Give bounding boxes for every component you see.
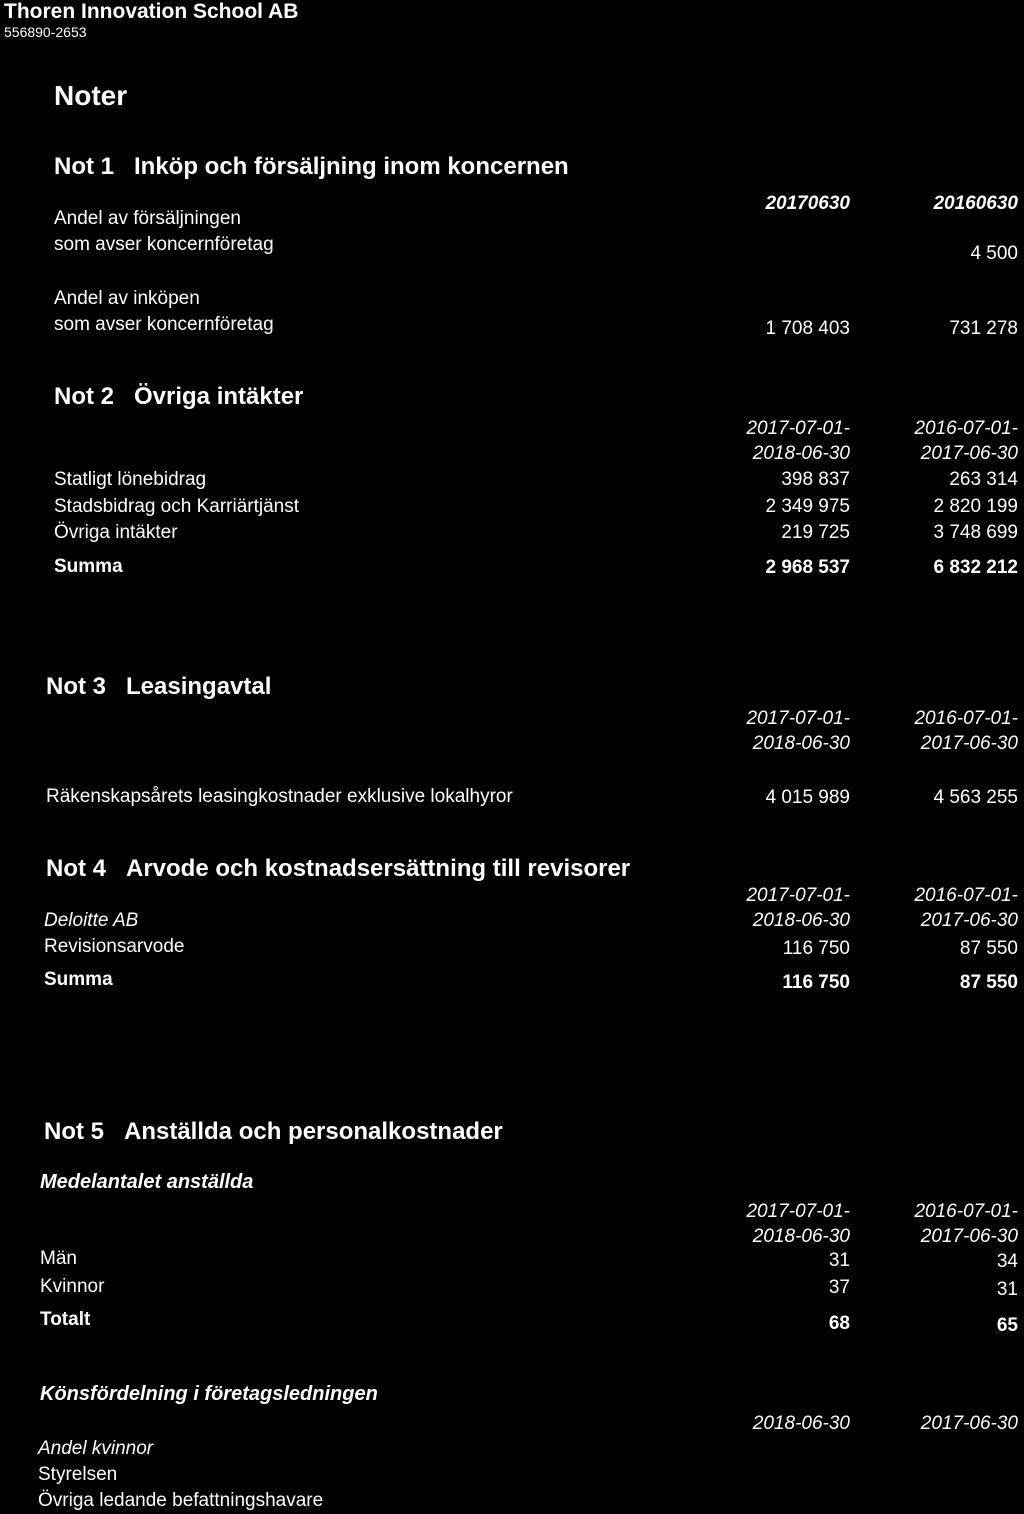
note-2-row-label: Stadsbidrag och Karriärtjänst [54, 496, 300, 517]
note-5-heading [44, 1118, 503, 1146]
note-1-title: Inköp och försäljning inom koncernen [134, 153, 569, 180]
note-1-number: Not 1 [54, 153, 114, 180]
note-2-col1-header-b: 2018-06-30 [752, 443, 850, 464]
note-4-sum-label: Summa [44, 969, 113, 990]
section-title: Noter [54, 80, 128, 111]
note-2-row-value-1: 219 725 [781, 522, 850, 543]
note-4-auditor: Deloitte AB [44, 910, 139, 931]
note-2-row-value-2: 263 314 [949, 469, 1018, 490]
note-2-row-value-2: 3 748 699 [933, 522, 1018, 543]
note-2-col2-header-b: 2017-06-30 [920, 443, 1018, 464]
note-5-col2-header-b: 2017-06-30 [920, 1226, 1018, 1247]
note-5-date-1: 2018-06-30 [752, 1413, 850, 1434]
note-5-row-value-1: 31 [828, 1250, 850, 1271]
note-4-col2-header-a: 2016-07-01- [914, 885, 1018, 906]
note-4-row-value-2: 87 550 [959, 938, 1018, 959]
note-2-row-value-1: 2 349 975 [765, 496, 850, 517]
note-5-board: Styrelsen [38, 1464, 118, 1485]
note-3-title: Leasingavtal [126, 673, 272, 700]
note-5-total-value-1: 68 [828, 1313, 850, 1334]
note-5-number: Not 5 [44, 1118, 104, 1145]
note-5-total-label: Totalt [40, 1309, 91, 1330]
note-5-title: Anställda och personalkostnader [124, 1118, 503, 1145]
note-1-row2-value-2: 731 278 [949, 318, 1018, 339]
note-2-heading [54, 383, 303, 411]
note-4-col2-header-b: 2017-06-30 [920, 910, 1018, 931]
note-5-subheading-gender: Könsfördelning i företagsledningen [40, 1383, 378, 1405]
note-5-share-women: Andel kvinnor [38, 1438, 154, 1459]
note-1-row1-label-a: Andel av försäljningen [54, 208, 241, 229]
note-4-sum-value-1: 116 750 [782, 972, 850, 993]
note-1-row1-value-2: 4 500 [970, 243, 1018, 264]
note-2-sum-label: Summa [54, 556, 123, 577]
note-2-col2-header-a: 2016-07-01- [914, 418, 1018, 439]
note-2-col1-header-a: 2017-07-01- [746, 418, 850, 439]
note-3-col2-header-b: 2017-06-30 [920, 733, 1018, 754]
note-3-heading [46, 673, 271, 701]
note-1-heading [54, 153, 569, 181]
note-4-row-label: Revisionsarvode [44, 936, 185, 957]
company-name: Thoren Innovation School AB [4, 0, 299, 23]
note-3-col1-header-b: 2018-06-30 [752, 733, 850, 754]
org-number: 556890-2653 [4, 24, 87, 40]
note-1-row1-label-b: som avser koncernföretag [54, 234, 274, 255]
note-5-subheading-employees: Medelantalet anställda [40, 1171, 254, 1193]
note-4-sum-value-2: 87 550 [959, 972, 1018, 993]
note-4-title: Arvode och kostnadsersättning till revisorer [126, 855, 631, 882]
note-2-sum-value-2: 6 832 212 [933, 557, 1018, 578]
note-4-col1-header-b: 2018-06-30 [752, 910, 850, 931]
note-3-number: Not 3 [46, 673, 106, 700]
note-5-row-value-2: 34 [996, 1251, 1018, 1272]
note-5-row-value-1: 37 [828, 1277, 850, 1298]
note-1-row2-label-b: som avser koncernföretag [54, 314, 274, 335]
note-5-col1-header-b: 2018-06-30 [752, 1226, 850, 1247]
note-2-row-value-1: 398 837 [781, 469, 850, 490]
note-4-heading [46, 855, 630, 883]
note-5-other-executives: Övriga ledande befattningshavare [38, 1490, 324, 1511]
note-2-sum-value-1: 2 968 537 [765, 557, 850, 578]
note-3-col1-header-a: 2017-07-01- [746, 708, 850, 729]
note-2-row-value-2: 2 820 199 [933, 496, 1018, 517]
note-5-date-2: 2017-06-30 [920, 1413, 1018, 1434]
note-2-row-label: Övriga intäkter [54, 522, 178, 543]
note-1-row2-value-1: 1 708 403 [765, 318, 850, 339]
note-3-row-value-2: 4 563 255 [933, 787, 1018, 808]
note-3-row-label: Räkenskapsårets leasingkostnader exklusive lokalhyror [46, 786, 513, 807]
note-4-number: Not 4 [46, 855, 106, 882]
note-5-row-label: Män [40, 1248, 77, 1269]
note-2-row-label: Statligt lönebidrag [54, 469, 207, 490]
note-5-row-value-2: 31 [996, 1279, 1018, 1300]
note-5-col2-header-a: 2016-07-01- [914, 1201, 1018, 1222]
note-1-col2-header: 20160630 [933, 193, 1018, 214]
note-5-col1-header-a: 2017-07-01- [746, 1201, 850, 1222]
note-4-col1-header-a: 2017-07-01- [746, 885, 850, 906]
note-1-col1-header: 20170630 [765, 193, 850, 214]
note-2-number: Not 2 [54, 383, 114, 410]
note-4-row-value-1: 116 750 [782, 938, 850, 959]
note-1-row2-label-a: Andel av inköpen [54, 288, 200, 309]
note-2-title: Övriga intäkter [134, 383, 304, 410]
note-3-row-value-1: 4 015 989 [765, 787, 850, 808]
note-5-total-value-2: 65 [996, 1315, 1018, 1336]
note-5-row-label: Kvinnor [40, 1276, 105, 1297]
note-3-col2-header-a: 2016-07-01- [914, 708, 1018, 729]
